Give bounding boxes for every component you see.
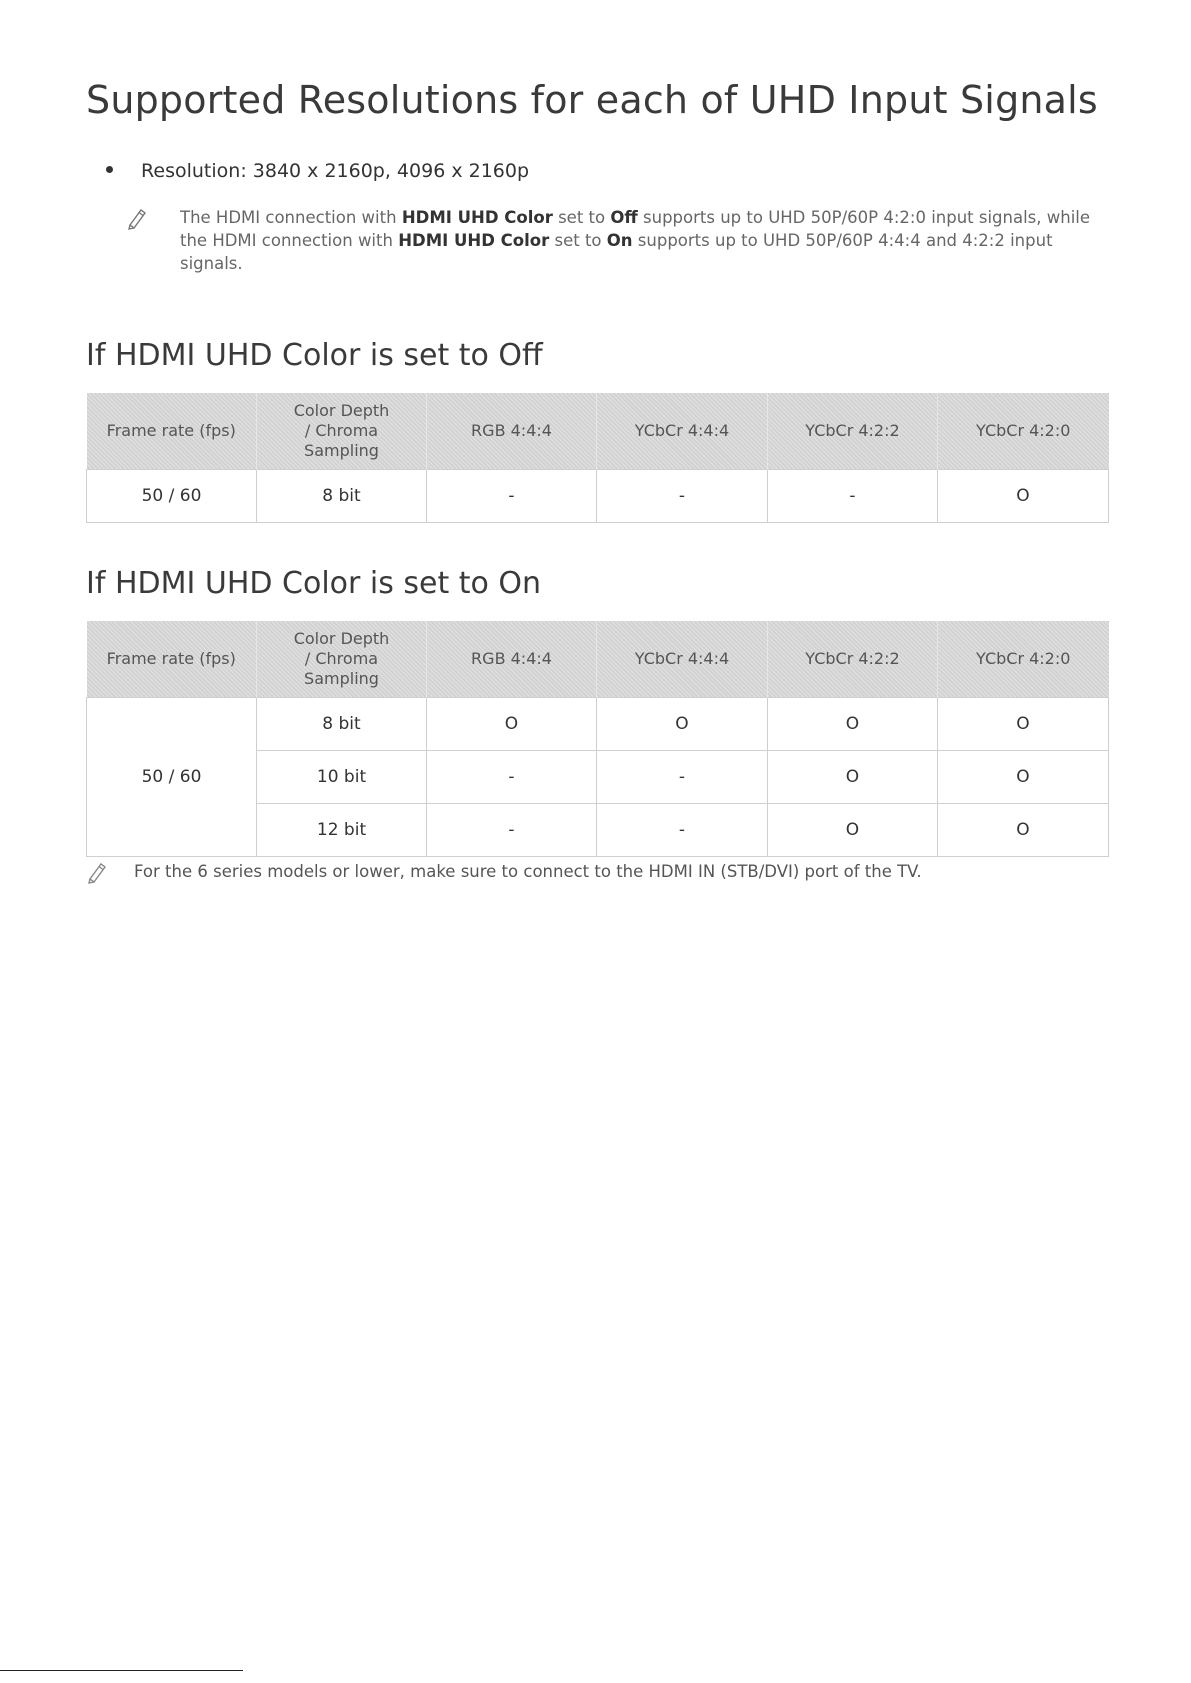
cell-ycbcr420: O — [938, 470, 1109, 523]
cell-ycbcr422: O — [768, 804, 938, 857]
footer-rule — [0, 1670, 243, 1671]
hdmi-color-note — [126, 206, 1106, 275]
cell-depth: 8 bit — [257, 470, 427, 523]
table-header-row — [87, 621, 1109, 698]
note-bold-setting: HDMI UHD Color — [398, 231, 550, 250]
note-text-part: supports up to UHD 50P/60P 4:2:0 input signals, while the HDMI connection with — [180, 208, 1091, 250]
note-bold-value: On — [606, 231, 633, 250]
header-ycbcr444: YCbCr 4:4:4 — [597, 393, 768, 470]
off-resolution-table — [86, 393, 1109, 523]
cell-ycbcr420: O — [938, 698, 1109, 751]
cell-ycbcr422: O — [768, 698, 938, 751]
header-line: Sampling — [304, 669, 379, 688]
header-rgb444: RGB 4:4:4 — [427, 393, 597, 470]
header-line: / Chroma — [304, 649, 379, 668]
cell-frame-rate: 50 / 60 — [87, 470, 257, 523]
header-rgb444: RGB 4:4:4 — [427, 621, 597, 698]
header-ycbcr422: YCbCr 4:2:2 — [768, 393, 938, 470]
header-color-depth — [257, 393, 427, 470]
cell-depth: 10 bit — [257, 751, 427, 804]
header-color-depth — [257, 621, 427, 698]
header-ycbcr444: YCbCr 4:4:4 — [597, 621, 768, 698]
bullet-dot-icon — [106, 166, 113, 173]
cell-ycbcr444: - — [597, 751, 768, 804]
note-bold-value: Off — [610, 208, 638, 227]
page-title: Supported Resolutions for each of UHD Input Signals — [86, 78, 1098, 122]
note-text-part: The HDMI connection with — [180, 208, 402, 227]
table-row — [87, 470, 1109, 523]
header-line: Color Depth — [293, 629, 390, 648]
cell-ycbcr444: - — [597, 470, 768, 523]
header-line: Color Depth — [293, 401, 390, 420]
off-section-title: If HDMI UHD Color is set to Off — [86, 338, 543, 373]
footnote-text: For the 6 series models or lower, make sure to connect to the HDMI IN (STB/DVI) port of the TV. — [134, 862, 922, 881]
table-header-row — [87, 393, 1109, 470]
cell-rgb444: - — [427, 804, 597, 857]
note-bold-setting: HDMI UHD Color — [401, 208, 553, 227]
header-ycbcr420: YCbCr 4:2:0 — [938, 621, 1109, 698]
cell-depth: 8 bit — [257, 698, 427, 751]
pencil-icon — [126, 206, 148, 230]
note-text-part: set to — [552, 208, 611, 227]
resolution-bullet — [106, 160, 529, 182]
cell-rgb444: O — [427, 698, 597, 751]
cell-ycbcr444: - — [597, 804, 768, 857]
header-frame-rate: Frame rate (fps) — [87, 393, 257, 470]
header-line: Sampling — [304, 441, 379, 460]
cell-ycbcr420: O — [938, 751, 1109, 804]
header-ycbcr420: YCbCr 4:2:0 — [938, 393, 1109, 470]
cell-ycbcr444: O — [597, 698, 768, 751]
table-row — [87, 698, 1109, 751]
note-text-part: set to — [549, 231, 607, 250]
cell-depth: 12 bit — [257, 804, 427, 857]
cell-rgb444: - — [427, 470, 597, 523]
footnote — [86, 862, 1116, 881]
cell-ycbcr420: O — [938, 804, 1109, 857]
cell-ycbcr422: O — [768, 751, 938, 804]
cell-rgb444: - — [427, 751, 597, 804]
on-section-title: If HDMI UHD Color is set to On — [86, 566, 542, 601]
cell-ycbcr422: - — [768, 470, 938, 523]
header-line: / Chroma — [304, 421, 379, 440]
resolution-text: Resolution: 3840 x 2160p, 4096 x 2160p — [141, 160, 530, 182]
header-frame-rate: Frame rate (fps) — [87, 621, 257, 698]
note-text — [180, 206, 1106, 275]
note-text-part: supports up to UHD 50P/60P 4:4:4 and 4:2:2 input signals. — [180, 231, 1053, 273]
on-resolution-table — [86, 621, 1109, 857]
pencil-icon — [86, 860, 108, 884]
header-ycbcr422: YCbCr 4:2:2 — [768, 621, 938, 698]
cell-frame-rate: 50 / 60 — [87, 698, 257, 857]
